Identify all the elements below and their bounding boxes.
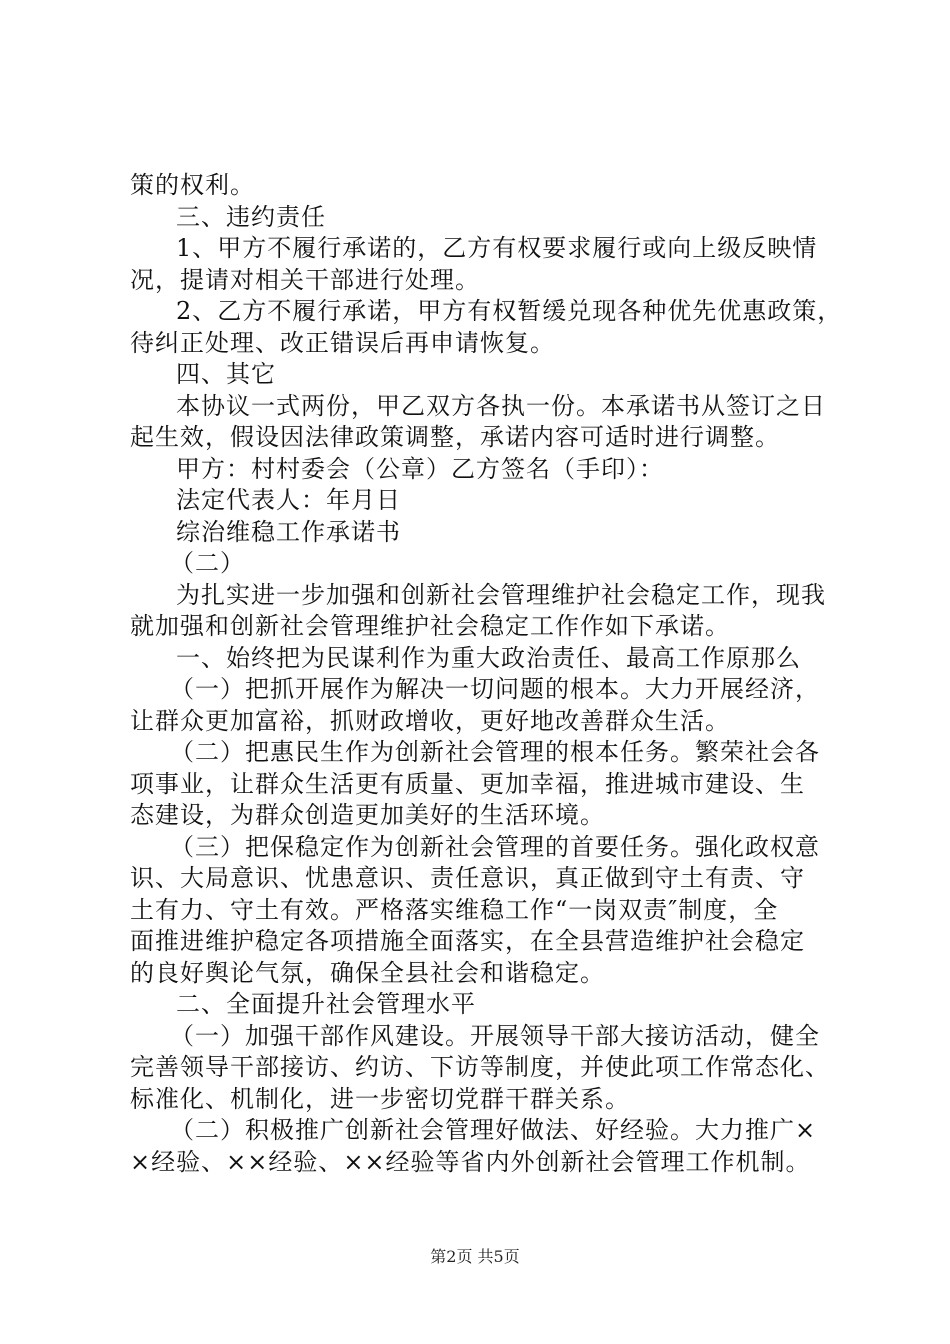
text-line: 策的权利。 — [130, 171, 255, 199]
text-line: （二）积极推广创新社会管理好做法、好经验。大力推广× — [170, 1116, 817, 1144]
text-line: 项事业，让群众生活更有质量、更加幸福，推进城市建设、生 — [130, 769, 805, 798]
document-title: 综治维稳工作承诺书 — [176, 517, 401, 546]
section-heading: 四、其它 — [176, 360, 276, 388]
text-line: 识、大局意识、忧患意识、责任意识，真正做到守土有责、守 — [130, 864, 805, 892]
text-line: 让群众更加富裕，抓财政增收，更好地改善群众生活。 — [130, 706, 730, 735]
text-line: 为扎实进一步加强和创新社会管理维护社会稳定工作，现我 — [176, 580, 826, 609]
text-line: （二）把惠民生作为创新社会管理的根本任务。繁荣社会各 — [170, 738, 820, 766]
text-line: （三）把保稳定作为创新社会管理的首要任务。强化政权意 — [170, 832, 820, 861]
text-line: 起生效，假设因法律政策调整，承诺内容可适时进行调整。 — [130, 423, 780, 451]
text-line: ×经验、××经验、××经验等省内外创新社会管理工作机制。 — [130, 1147, 811, 1176]
document-body — [130, 170, 843, 1178]
page-number-footer: 第2页 共5页 — [430, 1247, 520, 1266]
document-subtitle: （二） — [170, 549, 245, 577]
text-line: 待纠正处理、改正错误后再申请恢复。 — [130, 328, 555, 357]
text-line: 态建设，为群众创造更加美好的生活环境。 — [130, 801, 605, 829]
text-line: 土有力、守土有效。严格落实维稳工作“一岗双责″制度，全 — [130, 895, 779, 924]
text-line: 本协议一式两份，甲乙双方各执一份。本承诺书从签订之日 — [176, 391, 826, 420]
text-line: 就加强和创新社会管理维护社会稳定工作作如下承诺。 — [130, 612, 730, 640]
signature-line: 甲方：村村委会（公章）乙方签名（手印）： — [176, 454, 664, 483]
text-line: 况，提请对相关干部进行处理。 — [130, 265, 480, 294]
text-line: 标准化、机制化，进一步密切党群干群关系。 — [130, 1084, 630, 1113]
text-line: 完善领导干部接访、约访、下访等制度，并使此项工作常态化、 — [130, 1053, 830, 1081]
signature-date-line: 法定代表人：年月日 — [176, 486, 401, 514]
section-heading: 三、违约责任 — [176, 202, 326, 231]
text-line: 的良好舆论气氛，确保全县社会和谐稳定。 — [130, 958, 605, 987]
text-line: 2、乙方不履行承诺，甲方有权暂缓兑现各种优先优惠政策， — [176, 297, 843, 325]
section-heading: 一、始终把为民谋利作为重大政治责任、最高工作原那么 — [176, 643, 801, 672]
text-line: （一）把抓开展作为解决一切问题的根本。大力开展经济， — [170, 675, 820, 703]
text-line: （一）加强干部作风建设。开展领导干部大接访活动，健全 — [170, 1021, 820, 1050]
section-heading: 二、全面提升社会管理水平 — [176, 990, 476, 1018]
text-line: 1、甲方不履行承诺的，乙方有权要求履行或向上级反映情 — [176, 234, 818, 262]
text-line: 面推进维护稳定各项措施全面落实，在全县营造维护社会稳定 — [130, 927, 805, 955]
